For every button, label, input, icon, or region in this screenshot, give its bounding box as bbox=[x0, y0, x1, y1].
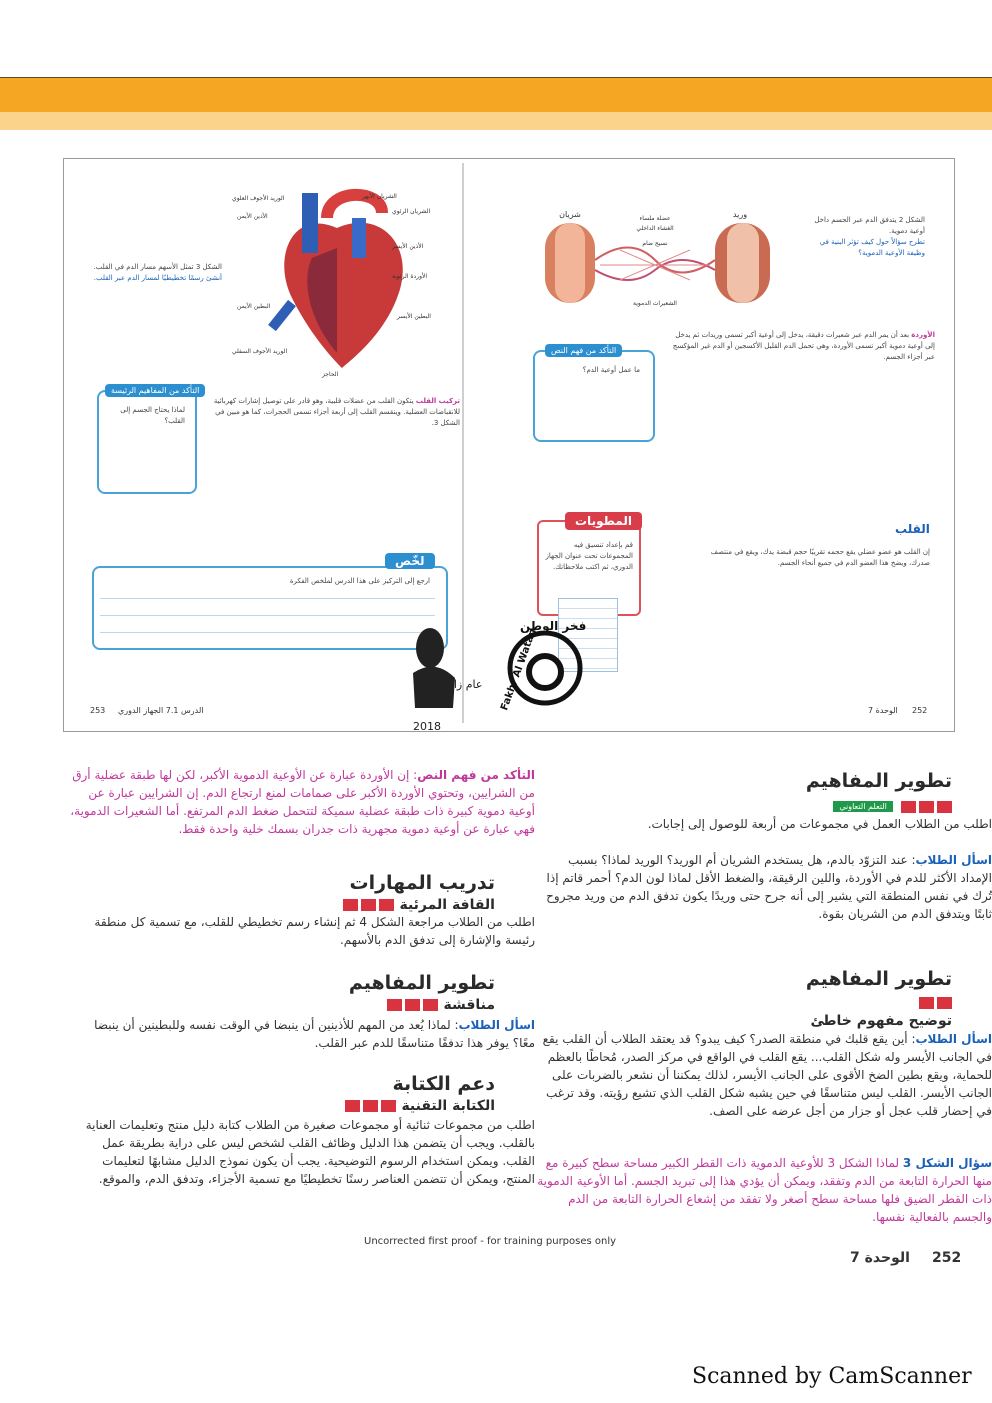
seal-arabic-text: فخر الوطن bbox=[520, 619, 587, 633]
level-square-8 bbox=[343, 899, 358, 911]
figure-question-label: سؤال الشكل 3 bbox=[902, 1156, 992, 1170]
ask-label: اسأل الطلاب bbox=[915, 853, 992, 867]
caption-question: تطرح سؤالاً حول كيف تؤثر البنية في وظيفة الأوعية الدموية؟ bbox=[819, 238, 925, 257]
level-square-3 bbox=[901, 801, 916, 813]
veins-paragraph bbox=[665, 330, 935, 363]
ask-text-3: لماذا يُعد من المهم للأذينين أن ينبضا في الوقت نفسه وللبطينين أن ينبضا معًا؟ يوفر هذا تدفقًا متناسقًا للدم عبر القلب. bbox=[94, 1018, 535, 1050]
figure-question-text: لماذا الشكل 3 للأوعية الدموية ذات القطر الكبير مساحة سطح كبيرة مع منها الحرارة التابعة من الدم وتفقد، ويمكن أن يؤدي هذا إلى تبريد الجسم. أما الأوعية الدموية ذات القطر الضيق فلها مساحة سطح أصغر ولا تفقد من إشعاع الحرارة التابعة من الدم والجسم بالفعالية نفسها. bbox=[537, 1156, 992, 1224]
level-square-12 bbox=[381, 1100, 396, 1112]
level-square-1 bbox=[937, 801, 952, 813]
heart-label-lv: البطين الأيسر bbox=[397, 313, 431, 320]
concept-dev-2-badges bbox=[540, 992, 952, 1011]
reading-check-question: ما عمل أوعية الدم؟ bbox=[582, 366, 640, 374]
check-understanding-label: التأكد من فهم النص bbox=[417, 768, 535, 782]
ask-text-2: أين يقع قلبك في منطقة الصدر؟ كيف يبدو؟ قد يعتقد الطلاب أن القلب يقع في الجانب الأيسر وله شكل القلب... يقع القلب في الواقع في مركز الصدر، مُحاطًا بالعظم للحماية، ويقع بطين الضخ الأقوى على الجانب الأيسر، لذلك يمكننا أن نشعر بالضربات على الجانب الأيسر. القلب ليس متناسقًا في حين يشبه شكل القلب الذي تشيع رؤيته. وقد ترغب في إحضار قلب عجل أو جزار من أجل عرضه على الصف. bbox=[542, 1032, 992, 1118]
writing-text: اطلب من مجموعات ثنائية أو مجموعات صغيرة من الطلاب كتابة دليل منتج وتعليمات العناية بالقلب. ويجب أن يتضمن هذا الدليل وظائف القلب لشخص ليس على دراية بطريقة عمل القلب. ويمكن استخدام الرسوم التوضيحية. يجب أن يكون نموذج الدليل مشابهًا لتعليمات المنتج، ويمكن أن تتضمن العناصر رسنًا تخطيطيًا مع تسمية الأجزاء، وتدفق الدم، والموقع. bbox=[85, 1118, 535, 1186]
left-figure-caption bbox=[92, 262, 222, 284]
level-square-5 bbox=[919, 997, 934, 1009]
concept-dev-1-badges bbox=[540, 796, 952, 815]
heart-label-ivc: الوريد الأجوف السفلي bbox=[232, 348, 288, 355]
summarize-line-3 bbox=[100, 632, 435, 633]
key-concept-question: لماذا يحتاج الجسم إلى القلب؟ bbox=[120, 406, 185, 425]
blood-vessels-illustration bbox=[540, 205, 790, 315]
concept-dev-2-title: تطوير المفاهيم bbox=[805, 968, 952, 990]
concept-dev-2-ask: اسأل الطلاب: أين يقع قلبك في منطقة الصدر؟ كيف يبدو؟ قد يعتقد الطلاب أن القلب يقع في الجانب الأيسر وله شكل القلب... يقع القلب في الواقع في مركز الصدر، مُحاطًا بالعظم للحماية، ويقع بطين الضخ الأقوى على الجانب الأيسر، لذلك يمكننا أن نشعر بالضربات على الجانب الأيسر. القلب ليس متناسقًا في حين يشبه شكل القلب الذي تشيع رؤيته. وقد ترغب في إحضار قلب عجل أو جزار من أجل عرضه على الصف. bbox=[542, 1032, 992, 1118]
level-square-6 bbox=[379, 899, 394, 911]
key-concept-tab: التأكد من المفاهيم الرئيسة bbox=[105, 384, 205, 397]
heart-diagram bbox=[232, 188, 442, 378]
heart-label-pa: الشريان الرئوي bbox=[392, 208, 431, 215]
skills-practice bbox=[200, 872, 495, 913]
skills-subtitle: القافة المرئية bbox=[399, 897, 495, 913]
heart-label-ra: الأذين الأيمن bbox=[237, 213, 268, 220]
vessel-label-connective: نسيج ضام bbox=[642, 240, 668, 247]
level-square-4 bbox=[937, 997, 952, 1009]
level-square-14 bbox=[345, 1100, 360, 1112]
heart-label-aorta: الشريان الأبهر bbox=[362, 193, 397, 200]
right-figure-caption bbox=[800, 215, 925, 259]
caption-text: الشكل 2 يتدفق الدم عبر الجسم داخل أوعية دموية. bbox=[814, 216, 925, 235]
unit-label: الوحدة 7 bbox=[850, 1250, 910, 1266]
summarize-prompt: ارجع إلى التركيز على هذا الدرس لملخص الفكرة bbox=[289, 577, 430, 585]
zayed-year-logo bbox=[405, 618, 485, 738]
check-understanding: التأكد من فهم النص: إن الأوردة عبارة عن الأوعية الدموية الأكبر، لكن لها طبقة عضلية أرق من الشرايين، وتحتوي الأوردة الأكبر على صمامات لمنع ارتجاع الدم. إن الشرايين عبارة عن أوعية دموية كبيرة ذات طبقة عضلية سميكة لتتحمل ضغط الدم المرتفع. أما الشعيرات الدموية، فهي عبارة عن أوعية دموية مجهرية ذات جدران بسمك خلية واحدة فقط. bbox=[70, 768, 535, 836]
summarize-line-1 bbox=[100, 598, 435, 599]
figure-question bbox=[535, 1154, 992, 1226]
writing-support bbox=[200, 1073, 495, 1114]
check-understanding-text: إن الأوردة عبارة عن الأوعية الدموية الأكبر، لكن لها طبقة عضلية أرق من الشرايين، وتحتوي الأوردة الأكبر على صمامات لمنع ارتجاع الدم. إن الشرايين عبارة عن أوعية دموية كبيرة ذات طبقة عضلية سميكة لتتحمل ضغط الدم المرتفع. أما الشعيرات الدموية، فهي عبارة عن أوعية دموية مجهرية ذات جدران بسمك خلية واحدة فقط. bbox=[70, 768, 535, 836]
ask-text: عند التزوّد بالدم، هل يستخدم الشريان أم الوريد؟ الوريد لماذا؟ بسبب الإمداد الأكثر للدم في الأوردة، واللين الرقيقة، والضغط الأقل لماذا لون الدم؟ أحمر قاتم إذا تُرك في نفس المنطقة التي يشير إلى أنه جرح حتى وريدًا يكون تدفق الدم من وريد مجروح ثابتًا ويتدفق الدم من الشريان بقوة. bbox=[546, 853, 992, 921]
vessel-label-lining: الغشاء الداخلي bbox=[636, 225, 674, 232]
left-caption-question: أنشئ رسمًا تخطيطيًا لمسار الدم عبر القلب. bbox=[93, 274, 222, 282]
concept-dev-1 bbox=[540, 770, 952, 815]
page-number: 252 bbox=[932, 1250, 962, 1266]
left-page-footer: الدرس 7.1 الجهاز الدوري bbox=[118, 706, 204, 715]
concept-dev-1-title: تطوير المفاهيم bbox=[805, 770, 952, 792]
concept-dev-3-title: تطوير المفاهيم bbox=[348, 972, 495, 994]
right-page-footer: الوحدة 7 bbox=[868, 706, 898, 715]
concept-dev-3-badges bbox=[200, 994, 495, 1013]
skills-badges bbox=[200, 894, 495, 913]
header-light-band bbox=[0, 112, 992, 130]
cooperative-learning-tag: التعلم التعاوني bbox=[833, 801, 893, 812]
heart-label-rv: البطين الأيمن bbox=[237, 303, 271, 310]
concept-dev-3-subtitle: مناقشة bbox=[443, 997, 495, 1013]
level-square-9 bbox=[423, 999, 438, 1011]
foldables-tab: المطويات bbox=[565, 512, 642, 530]
veins-heading: الأوردة bbox=[911, 331, 935, 339]
right-page-number: 252 bbox=[912, 706, 928, 715]
writing-subtitle: الكتابة التقنية bbox=[401, 1098, 495, 1114]
level-square-10 bbox=[405, 999, 420, 1011]
header-orange-band bbox=[0, 78, 992, 112]
ask-label-2: اسأل الطلاب bbox=[915, 1032, 992, 1046]
skills-title: تدريب المهارات bbox=[349, 872, 495, 894]
concept-dev-3 bbox=[200, 972, 495, 1013]
vessel-label-muscle: عضلة ملساء bbox=[639, 215, 671, 222]
left-page-number: 253 bbox=[90, 706, 106, 715]
camscanner-watermark: Scanned by CamScanner bbox=[692, 1364, 972, 1389]
summarize-tab: لخّص bbox=[385, 553, 435, 569]
left-caption-text: الشكل 3 تمثل الأسهم مسار الدم في القلب. bbox=[93, 263, 222, 271]
heart-paragraph: إن القلب هو عضو عضلي يقع حجمه تقريبًا حجم قبضة يدك، ويقع في منتصف صدرك، ويضخ هذا العضو الدم في جميع أنحاء الجسم. bbox=[710, 548, 930, 567]
zayed-logo-text: عام زايد bbox=[445, 678, 483, 691]
concept-dev-1-intro: اطلب من الطلاب العمل في مجموعات من أربعة للوصول إلى إجابات. bbox=[647, 817, 992, 831]
heart-label-septum: الحاجز bbox=[322, 371, 339, 378]
ask-label-3: اسأل الطلاب bbox=[458, 1018, 535, 1032]
concept-dev-2-subtitle: توضيح مفهوم خاطئ bbox=[810, 1013, 952, 1029]
level-square-11 bbox=[387, 999, 402, 1011]
writing-title: دعم الكتابة bbox=[392, 1073, 495, 1095]
reading-check-tab: التأكد من فهم النص bbox=[545, 344, 622, 357]
level-square-13 bbox=[363, 1100, 378, 1112]
structure-text: يتكون القلب من عضلات قلبية، وهو قادر على توصيل إشارات كهربائية للانقباضات العضلية. وينقسم القلب إلى أربعة أجزاء تسمى الحجرات، كما هو مبين في الشكل 3. bbox=[213, 397, 460, 427]
summarize-line-2 bbox=[100, 615, 435, 616]
level-square-7 bbox=[361, 899, 376, 911]
vessel-label-capillaries: الشعيرات الدموية bbox=[633, 300, 677, 307]
heart-label-svc: الوريد الأجوف العلوي bbox=[232, 195, 285, 202]
skills-text: اطلب من الطلاب مراجعة الشكل 4 ثم إنشاء رسم تخطيطي للقلب، مع تسمية كل منطقة رئيسة والإشارة إلى تدفق الدم بالأسهم. bbox=[94, 915, 535, 947]
heart-heading: القلب bbox=[895, 522, 930, 536]
veins-text: بعد أن يمر الدم عبر شعيرات دقيقة، يدخل إلى أوعية أكبر تسمى وريدات ثم يدخل إلى أوعية دموية أكبر تسمى الأوردة، وهي تحمل الدم القليل الأكسجين أو الدم غير المؤكسج عبر أجزاء الجسم. bbox=[672, 331, 935, 361]
concept-dev-1-ask: اسأل الطلاب: عند التزوّد بالدم، هل يستخدم الشريان أم الوريد؟ الوريد لماذا؟ بسبب الإمداد الأكثر للدم في الأوردة، واللين الرقيقة، والضغط الأقل لماذا لون الدم؟ أحمر قاتم إذا تُرك في نفس المنطقة التي يشير إلى أنه جرح حتى وريدًا يكون تدفق الدم من وريد مجروح ثابتًا ويتدفق الدم من الشريان بقوة. bbox=[546, 853, 992, 921]
proof-note: Uncorrected first proof - for training purposes only bbox=[364, 1236, 617, 1247]
structure-heading: تركيب القلب bbox=[415, 397, 460, 405]
seal-english-text: Fakhr Al Watan bbox=[499, 627, 539, 712]
concept-dev-2 bbox=[540, 968, 952, 1029]
heart-structure-paragraph bbox=[205, 396, 460, 429]
vessel-label-vein: وريد bbox=[732, 210, 748, 219]
heart-label-la: الأذين الأيسر bbox=[392, 243, 424, 250]
concept-dev-3-ask: اسأل الطلاب: لماذا يُعد من المهم للأذينين أن ينبضا في الوقت نفسه وللبطينين أن ينبضا معًا؟ يوفر هذا تدفقًا متناسقًا للدم عبر القلب. bbox=[94, 1018, 535, 1050]
vessel-label-artery: شريان bbox=[559, 210, 581, 219]
fakhr-al-watan-seal bbox=[490, 610, 600, 720]
heart-label-pv: الأوردة الرئوية bbox=[392, 273, 428, 280]
writing-badges bbox=[200, 1095, 495, 1114]
level-square-2 bbox=[919, 801, 934, 813]
zayed-logo-year: 2018 bbox=[413, 720, 441, 733]
foldables-text: قم بإعداد تنسيق فيه المجموعات تحت عنوان الجهاز الدوري، ثم اكتب ملاحظاتك. bbox=[545, 541, 633, 571]
reading-check-box bbox=[533, 350, 655, 442]
